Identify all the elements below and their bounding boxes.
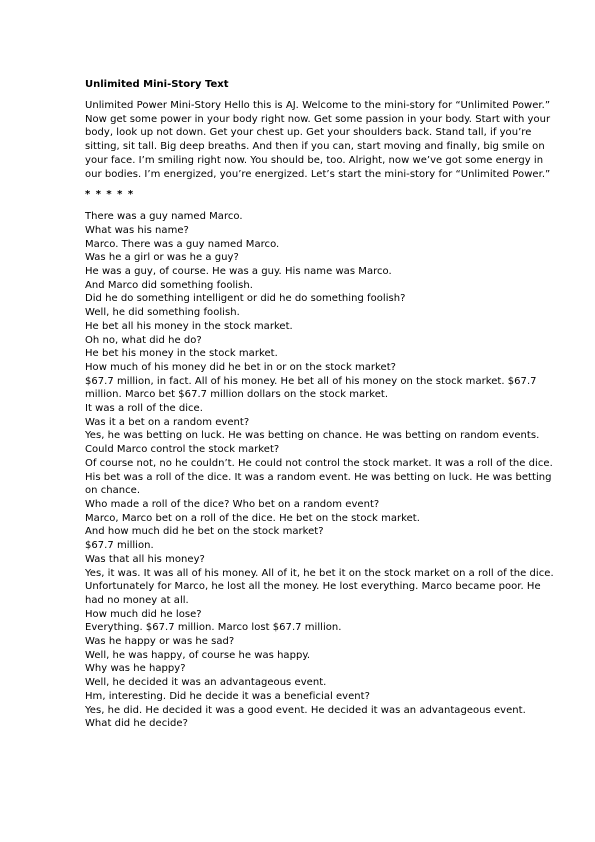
story-line: He was a guy, of course. He was a guy. His name was Marco. bbox=[85, 266, 392, 278]
story-line: Everything. $67.7 million. Marco lost $67.7 million. bbox=[85, 622, 342, 634]
story-line: And Marco did something foolish. bbox=[85, 279, 253, 291]
document-page bbox=[85, 78, 557, 731]
story-line: He bet his money in the stock market. bbox=[85, 348, 278, 360]
story-line: Was he a girl or was he a guy? bbox=[85, 252, 239, 264]
story-line: Did he do something intelligent or did he do something foolish? bbox=[85, 293, 406, 305]
story-line: Of course not, no he couldn’t. He could not control the stock market. It was a roll of the dice. His bet was a roll of the dice. It was a random event. He was betting on luck. He was betting on chance. bbox=[85, 457, 553, 497]
document-title: Unlimited Mini-Story Text bbox=[85, 79, 229, 90]
story-line: Yes, he was betting on luck. He was betting on chance. He was betting on random events. bbox=[85, 430, 540, 442]
story-line: Yes, he did. He decided it was a good event. He decided it was an advantageous event. bbox=[85, 704, 526, 716]
story-line: Could Marco control the stock market? bbox=[85, 444, 280, 456]
story-line: How much did he lose? bbox=[85, 608, 202, 620]
story-line: Well, he was happy, of course he was happy. bbox=[85, 649, 311, 661]
section-separator: * * * * * bbox=[85, 189, 135, 201]
story-line: Hm, interesting. Did he decide it was a beneficial event? bbox=[85, 690, 370, 702]
story-line: Why was he happy? bbox=[85, 663, 186, 675]
story-line: What did he decide? bbox=[85, 718, 188, 730]
story-line: How much of his money did he bet in or on the stock market? bbox=[85, 361, 396, 373]
story-line: He bet all his money in the stock market. bbox=[85, 320, 293, 332]
story-line: What was his name? bbox=[85, 224, 189, 236]
story-line: Was he happy or was he sad? bbox=[85, 636, 235, 648]
story-line: Oh no, what did he do? bbox=[85, 334, 202, 346]
story-line: Was it a bet on a random event? bbox=[85, 416, 250, 428]
story-line: $67.7 million. bbox=[85, 540, 154, 552]
story-line: There was a guy named Marco. bbox=[85, 211, 243, 223]
story-line: Well, he did something foolish. bbox=[85, 307, 240, 319]
story-dialogue bbox=[85, 210, 557, 731]
story-line: Marco, Marco bet on a roll of the dice. He bet on the stock market. bbox=[85, 512, 420, 524]
story-line: Yes, it was. It was all of his money. All of it, he bet it on the stock market on a roll of the dice. Unfortunately for Marco, he lost all the money. He lost everything. Marco became poor. He had no money at all. bbox=[85, 567, 554, 606]
story-line: Was that all his money? bbox=[85, 553, 205, 565]
story-line: It was a roll of the dice. bbox=[85, 403, 203, 415]
story-line: Who made a roll of the dice? Who bet on a random event? bbox=[85, 498, 380, 510]
story-line: $67.7 million, in fact. All of his money. He bet all of his money on the stock market. $67.7 million. Marco bet $67.7 million dollars on the stock market. bbox=[85, 375, 537, 401]
intro-paragraph: Unlimited Power Mini-Story Hello this is AJ. Welcome to the mini-story for “Unlimited Power.” Now get some power in your body right now. Get some passion in your body. Start with your body, look up not down. Get your chest up. Get your shoulders back. Stand tall, if you’re sitting, sit tall. Big deep breaths. And then if you can, start moving and finally, big smile on your face. I’m smiling right now. You should be, too. Alright, now we’ve got some energy in our bodies. I’m energized, you’re energized. Let’s start the mini-story for “Unlimited Power.” bbox=[85, 100, 551, 180]
story-line: And how much did he bet on the stock market? bbox=[85, 526, 324, 538]
story-line: Marco. There was a guy named Marco. bbox=[85, 238, 280, 250]
story-line: Well, he decided it was an advantageous event. bbox=[85, 677, 327, 689]
